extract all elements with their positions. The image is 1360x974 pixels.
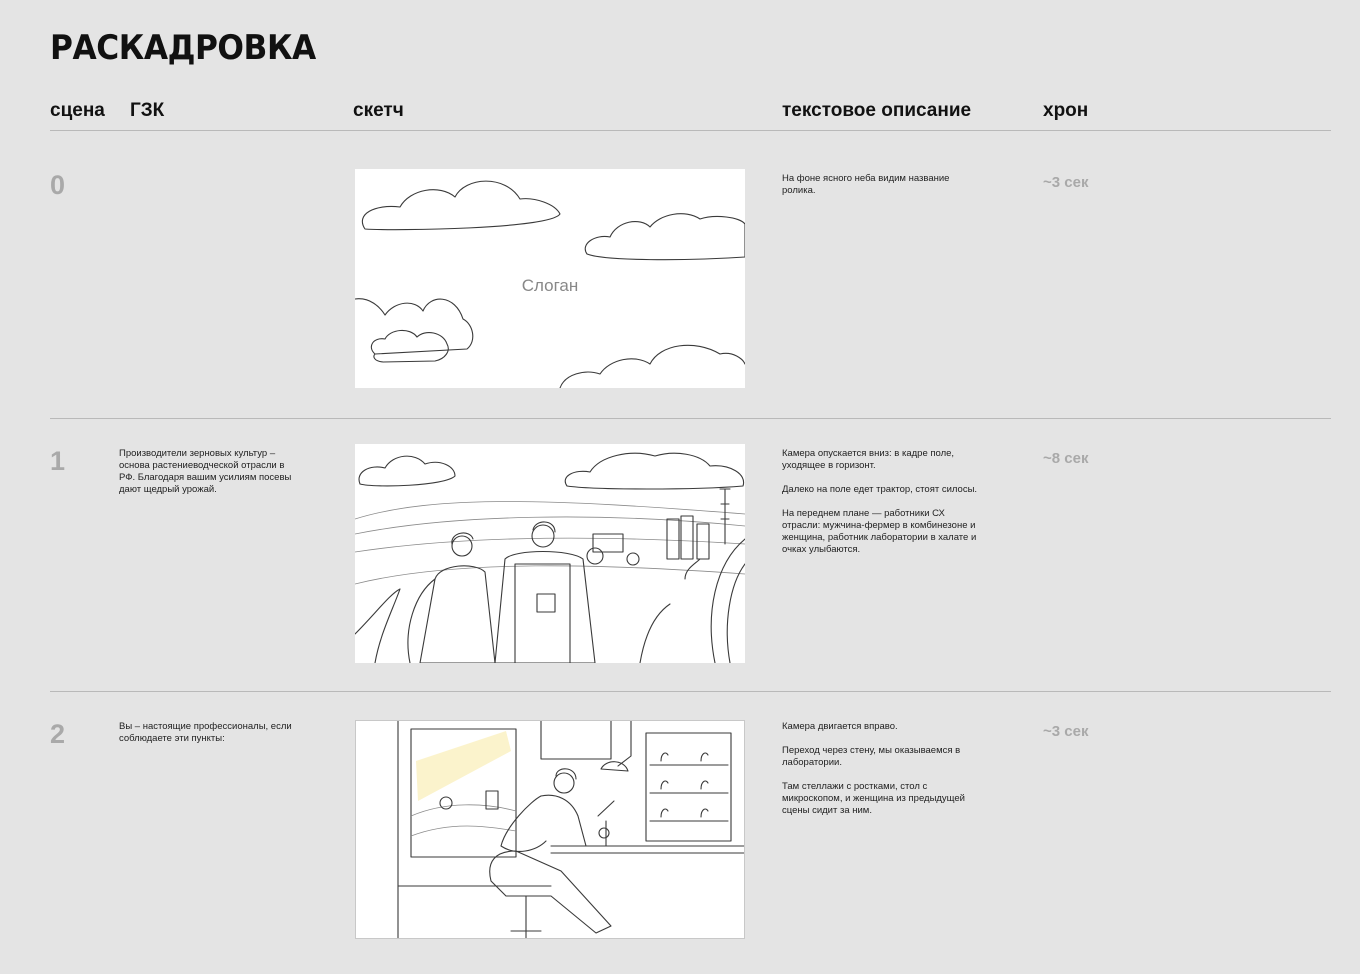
scene-number: 2 [50,719,66,749]
scene-number: 1 [50,446,66,476]
scene-description [782,173,982,209]
sketch-frame-2 [355,720,745,939]
description-line: Переход через стену, мы оказываемся в лаборатории. [782,745,961,768]
header-duration: хрон [1043,100,1089,121]
header-scene: сцена [50,100,105,121]
scene-gzk-text: Вы – настоящие профессионалы, если соблюдаете эти пункты: [119,721,292,744]
scene-number: 0 [50,170,66,200]
header-gzk: ГЗК [130,100,165,121]
row-divider [50,418,1331,419]
scene-gzk-text: Производители зерновых культур – основа растениеводческой отрасли в РФ. Благодаря вашим усилиям посевы дают щедрый урожай. [119,448,292,495]
scene-duration: ~3 сек [1043,723,1089,740]
scene-description [782,721,982,829]
page-title: РАСКАДРОВКА [50,28,316,68]
scene-description [782,448,982,568]
scene-duration: ~3 сек [1043,174,1089,191]
scene-duration: ~8 сек [1043,450,1089,467]
field-farmers-sketch [355,444,745,663]
description-line: На переднем плане — работники СХ отрасли: мужчина-фермер в комбинезоне и женщина, работник лаборатории в халате и очках улыбаются. [782,508,977,555]
description-line: На фоне ясного неба видим название ролика. [782,173,950,196]
sketch-slogan: Слоган [521,276,579,295]
laboratory-sketch [356,721,745,939]
description-line: Там стеллажи с ростками, стол с микроскопом, и женщина из предыдущей сцены сидит за ним. [782,781,965,816]
description-line: Камера двигается вправо. [782,721,898,732]
sketch-frame-1 [355,444,745,663]
header-divider [50,130,1331,131]
sketch-frame-0 [355,169,745,388]
header-description: текстовое описание [782,100,972,121]
description-line: Далеко на поле едет трактор, стоят силосы. [782,484,978,495]
row-divider [50,691,1331,692]
description-line: Камера опускается вниз: в кадре поле, уходящее в горизонт. [782,448,955,471]
header-sketch: скетч [353,100,404,121]
